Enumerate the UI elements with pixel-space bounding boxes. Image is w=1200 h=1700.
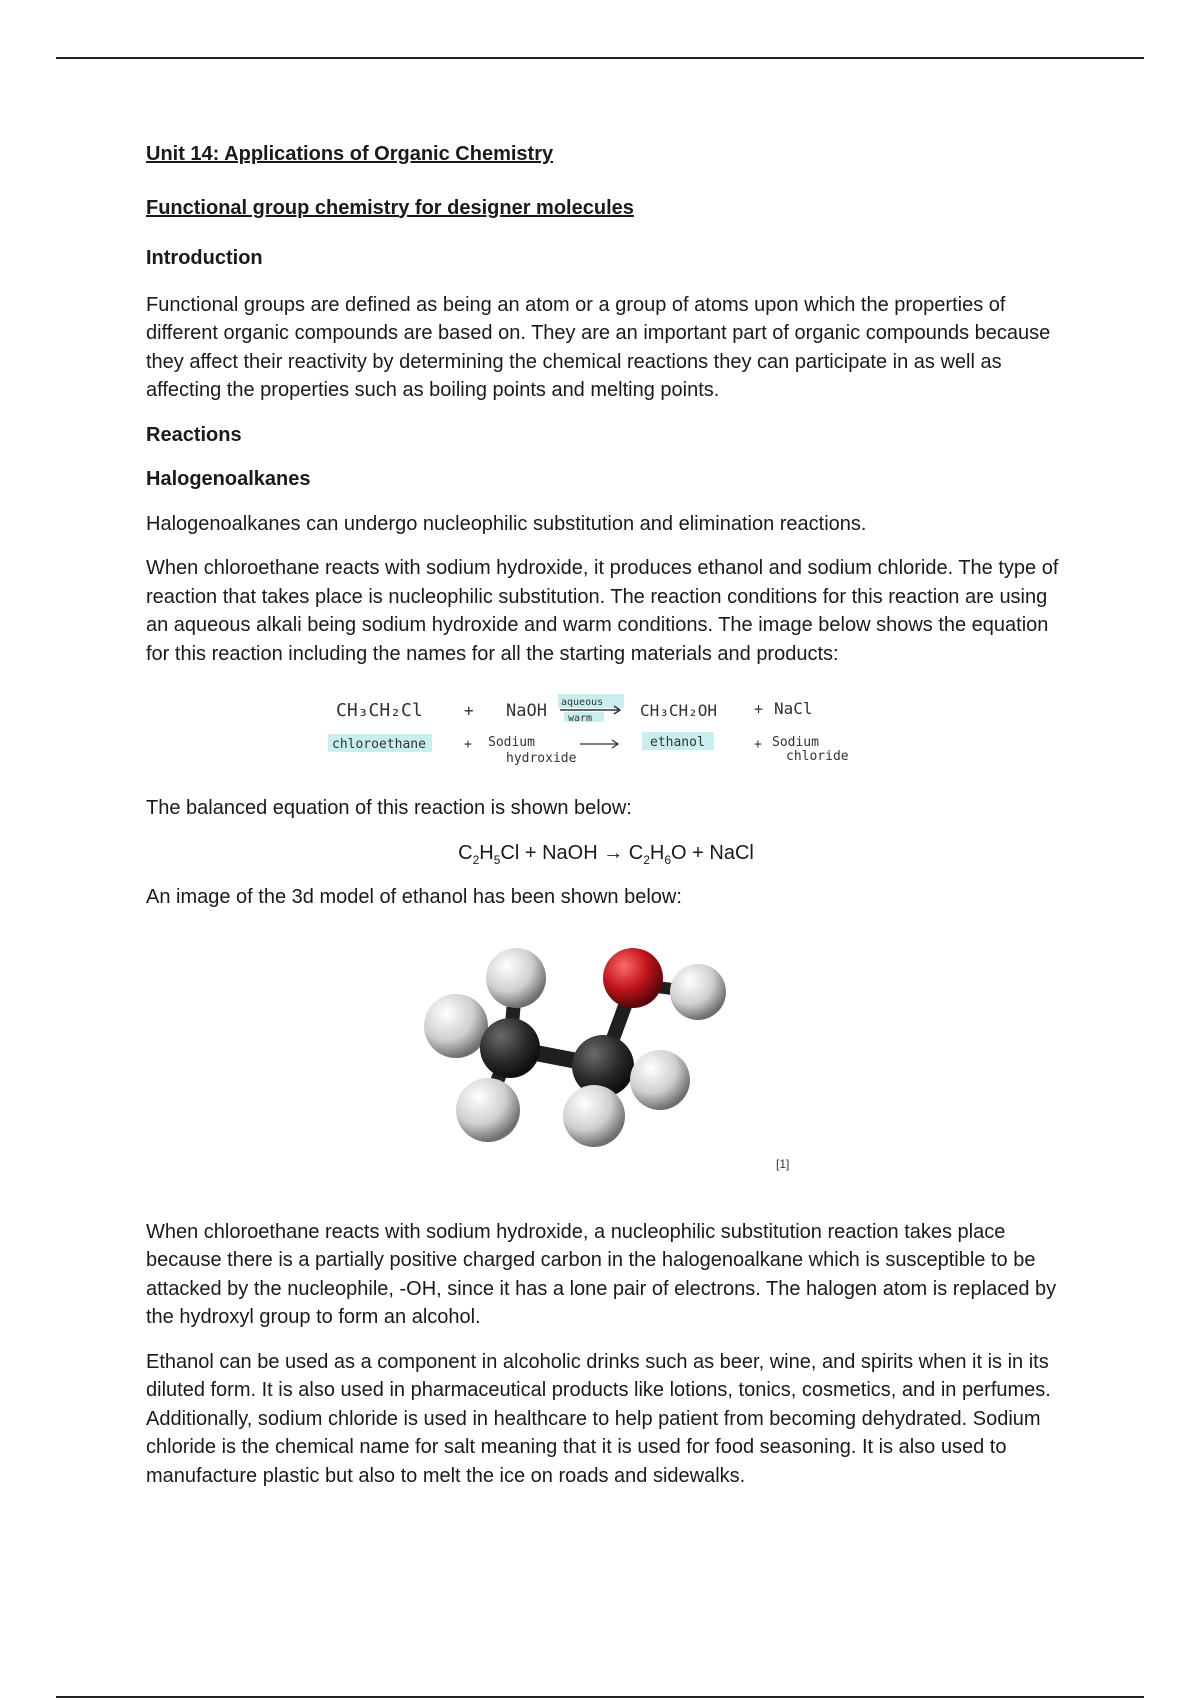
hydrogen-atom-4	[456, 1078, 520, 1142]
hydrogen-atom-hydroxyl	[670, 964, 726, 1020]
balanced-equation: $C_2H_5Cl$ + NaOH → $C_2H_6O$ + NaCl	[458, 841, 754, 867]
document-title: Unit 14: Applications of Organic Chemistry	[146, 143, 554, 165]
mechanism-paragraph: When chloroethane reacts with sodium hydroxide, a nucleophilic substitution reaction takes place because there is a partially positive charged carbon in the halogenoalkane which is susceptible to be attacked by the nucleophile, -OH, since it has a lone pair of electrons. The halogen atom is replaced by the hydroxyl group to form an alcohol.	[146, 1220, 1057, 1328]
model-intro: An image of the 3d model of ethanol has been shown below:	[146, 886, 682, 908]
uses-paragraph: Ethanol can be used as a component in alcoholic drinks such as beer, wine, and spirits when it is in its diluted form. It is also used in pharmaceutical products like lotions, tonics, cosmetics, and in perfumes. Additionally, sodium chloride is used in healthcare to help patient from becoming dehydrated. Sodium chloride is the chemical name for salt meaning that it is used for food seasoning. It is also used to manufacture plastic but also to melt the ice on roads and sidewalks.	[146, 1350, 1051, 1487]
product1-formula: CH₃CH₂OH	[640, 701, 718, 720]
plus-sign-2: +	[754, 700, 764, 718]
reaction-paragraph: When chloroethane reacts with sodium hydroxide, it produces ethanol and sodium chloride. The type of reaction that takes place is nucleophilic substitution. The reaction conditions for this reaction are using an aqueous alkali being sodium hydroxide and warm conditions. The image below shows the equation for this reaction including the names for all the starting materials and products:	[146, 557, 1059, 665]
intro-heading: Introduction	[146, 247, 263, 269]
reactant2-name-line2: hydroxide	[506, 751, 577, 766]
citation-marker: [1]	[776, 1156, 790, 1171]
ethanol-model-figure	[146, 930, 1066, 1200]
plus-sign-3: +	[464, 737, 472, 752]
hydrogen-atom-1	[486, 948, 546, 1008]
intro-paragraph: Functional groups are defined as being an atom or a group of atoms upon which the properties of different organic compounds are based on. They are an important part of organic compounds because they affect their reactivity by determining the chemical reactions they can participate in as well as affecting the properties such as boiling points and melting points.	[146, 293, 1051, 401]
header-rule	[56, 57, 1144, 59]
hydrogen-atom-3	[630, 1050, 690, 1110]
carbon-atom-1	[480, 1018, 540, 1078]
reactant1-name: chloroethane	[332, 737, 426, 752]
plus-sign-4: +	[754, 737, 762, 752]
reactant2-name-line1: Sodium	[488, 735, 535, 750]
footer-rule	[56, 1696, 1144, 1698]
handwritten-equation-image	[328, 686, 888, 776]
halogenoalkanes-paragraph: Halogenoalkanes can undergo nucleophilic substitution and elimination reactions.	[146, 512, 867, 535]
plus-sign: +	[464, 701, 474, 720]
product1-name: ethanol	[650, 735, 705, 750]
halogenoalkanes-heading: Halogenoalkanes	[146, 468, 311, 490]
product2-formula: NaCl	[774, 699, 813, 718]
reactions-heading: Reactions	[146, 423, 242, 446]
reactant2-formula: NaOH	[506, 701, 547, 721]
ethanol-3d-model-image	[418, 930, 758, 1170]
condition-warm: warm	[568, 713, 593, 724]
oxygen-atom	[603, 948, 663, 1008]
document-subtitle: Functional group chemistry for designer molecules	[146, 196, 634, 219]
condition-aqueous: aqueous	[561, 697, 604, 708]
product2-name-line1: Sodium	[772, 735, 819, 750]
balanced-intro: The balanced equation of this reaction is shown below:	[146, 797, 632, 819]
hydrogen-atom-5	[563, 1085, 625, 1147]
hydrogen-atom-2	[424, 994, 488, 1058]
reactant1-formula: CH₃CH₂Cl	[336, 700, 423, 721]
product2-name-line2: chloride	[786, 749, 849, 764]
document-body	[146, 140, 1066, 1490]
